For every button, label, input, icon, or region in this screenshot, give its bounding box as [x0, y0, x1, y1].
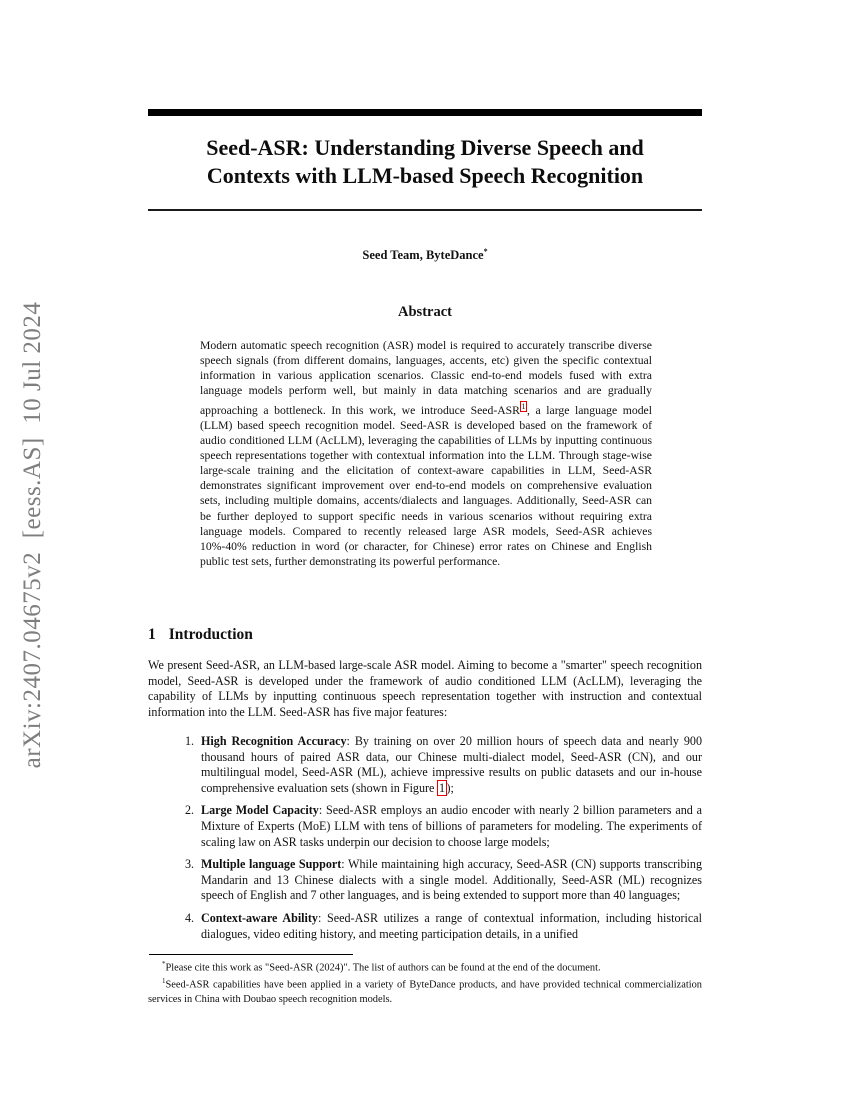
paper-title: [148, 134, 702, 189]
item-text-after-ref: );: [446, 780, 454, 795]
item-text: [201, 857, 702, 902]
figure-1-ref-link[interactable]: 1: [438, 780, 445, 795]
item-text: [201, 734, 702, 796]
item-number: 2.: [185, 803, 195, 818]
list-item-high-recognition-accuracy: [148, 734, 702, 796]
arxiv-watermark: arXiv:2407.04675v2 [eess.AS] 10 Jul 2024: [19, 301, 46, 769]
author-line: [148, 247, 702, 263]
item-title: Multiple language Support: [201, 857, 342, 872]
abstract-text-before-ref: Modern automatic speech recognition (ASR) model is required to accurately transcribe diverse speech signals (from different domains, languages, accents, etc) given the specific contextual information in various application scenarios. Classic end-to-end models fused with extra language models perform well, but mainly in data matching scenarios and are gradually approaching a bottleneck. In this work, we introduce Seed-ASR: [200, 339, 652, 417]
item-number: 4.: [185, 910, 195, 925]
list-item-multiple-language-support: [148, 857, 702, 904]
item-title: Large Model Capacity: [201, 803, 319, 818]
abstract-heading: Abstract: [398, 304, 452, 320]
abstract-paragraph: [200, 338, 652, 569]
intro-paragraph: We present Seed-ASR, an LLM-based large-scale ASR model. Aiming to become a "smarter" speech recognition model, Seed-ASR is developed under the framework of audio conditioned LLM (AcLLM), leveraging the capability of LLMs by inputting continuous speech representation together with instruction and contextual information into the LLM. Seed-ASR has five major features:: [148, 658, 702, 719]
footnote-1: [148, 975, 702, 1006]
footnote-1-ref-link[interactable]: 1: [521, 401, 526, 411]
footnote-text: Seed-ASR capabilities have been applied in a variety of ByteDance products, and have provided technical commercialization services in China with Doubao speech recognition models.: [148, 979, 702, 1005]
list-item-context-aware-ability: [148, 911, 702, 942]
footnote-rule: [149, 954, 353, 955]
item-title: Context-aware Ability: [201, 910, 318, 925]
footnotes: [148, 958, 702, 1007]
item-text-body: : Seed-ASR utilizes a range of contextual information, including historical dialogues, video editing history, and meeting participation details, in a unified: [201, 910, 702, 941]
footnote-star: [148, 958, 702, 975]
top-black-rule: [148, 109, 702, 116]
item-number: 3.: [185, 857, 195, 872]
abstract-text-after-ref: , a large language model (LLM) based speech recognition model. Seed-ASR is developed based on the framework of audio conditioned LLM (AcLLM), leveraging the capabilities of LLMs by inputting continuous speech representations together with contextual information into the LLM. Through stage-wise large-scale training and the elicitation of context-aware capabilities in LLM, Seed-ASR demonstrates significant improvement over end-to-end models on comprehensive evaluation sets, including multiple domains, accents/dialects and languages. Additionally, Seed-ASR can be further deployed to support specific needs in various scenarios without requiring extra language models. Compared to recently released large ASR models, Seed-ASR achieves 10%-40% reduction in word (or character, for Chinese) error rates on Chinese and English public test sets, further demonstrating its powerful performance.: [200, 403, 652, 569]
section-title: Introduction: [168, 626, 253, 643]
item-number: 1.: [185, 734, 195, 748]
section-1-heading: [148, 626, 702, 644]
paper-title-line-2: Contexts with LLM-based Speech Recognition: [206, 162, 644, 188]
item-text-body: : While maintaining high accuracy, Seed-ASR (CN) supports transcribing Mandarin and 13 Chinese dialects with a single model. Additionally, Seed-ASR (ML) recognizes speech of English and 7 other languages, and is being extended to support more than 40 languages;: [201, 857, 702, 903]
footnote-marker: *: [162, 960, 166, 968]
item-title: High Recognition Accuracy: [201, 734, 347, 748]
footnote-marker: 1: [162, 977, 166, 986]
item-text-body: : Seed-ASR employs an audio encoder with nearly 2 billion parameters and a Mixture of Experts (MoE) LLM with tens of billions of parameters for modeling. The experiments of scaling law on ASR tasks underpin our decision to choose large models;: [201, 803, 702, 849]
section-number: 1: [148, 626, 156, 643]
item-text: [201, 803, 702, 848]
item-text-before-ref: : By training on over 20 million hours of speech data and nearly 900 thousand hours of paired ASR data, our Chinese multi-dialect model, Seed-ASR (CN), and our multilingual model, Seed-ASR (ML), achieve impressive results on public datasets and our in-house comprehensive evaluation sets (shown in Figure: [201, 734, 702, 795]
footnote-text: Please cite this work as "Seed-ASR (2024)". The list of authors can be found at the end of the document.: [165, 962, 601, 974]
list-item-large-model-capacity: [148, 803, 702, 850]
title-separator-rule: [148, 209, 702, 211]
author-footnote-mark: *: [483, 247, 488, 256]
paper-title-line-1: Seed-ASR: Understanding Diverse Speech and: [206, 135, 644, 160]
item-text: [201, 911, 702, 941]
author-names: Seed Team, ByteDance: [362, 248, 484, 263]
feature-list: [148, 734, 702, 949]
